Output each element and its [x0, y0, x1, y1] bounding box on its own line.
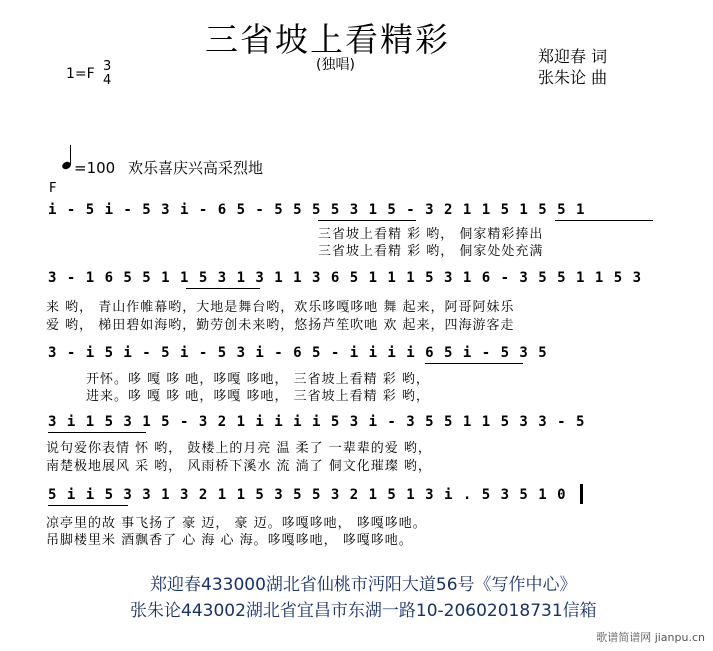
song-title: 三省坡上看精彩 [205, 20, 450, 59]
notation-line-4: 3 i 1 5 3 1 5 - 3 2 1 i i i i 5 3 i - 3 5 5 1 1 5 3 3 - 5 [48, 414, 586, 430]
lyric-line-5-verse-2: 吊脚楼里米 酒飘香了 心 海 心 海。哆嘎哆吔， 哆嘎哆吔。 [46, 533, 413, 548]
song-subtitle: (独唱) [316, 57, 355, 73]
beam-line [425, 363, 523, 364]
lyric-line-3-verse-1: 开怀。哆 嘎 哆 吔，哆嘎 哆吔， 三省坡上看精 彩 哟， [86, 372, 430, 387]
time-signature [103, 60, 111, 88]
lyric-line-1-verse-1: 三省坡上看精 彩 哟， 侗家精彩捧出 [318, 227, 544, 242]
tempo-expression: 欢乐喜庆兴高采烈地 [127, 159, 263, 177]
time-signature-bottom: 4 [103, 73, 112, 88]
key-signature: 1=F [66, 66, 95, 82]
lyric-line-4-verse-2: 南楚极地展风 采 哟， 风雨桥下溪水 流 淌了 侗文化璀璨 哟， [46, 459, 432, 474]
lyricist-credit: 郑迎春 词 [538, 47, 608, 66]
time-signature-top: 3 [103, 59, 112, 74]
notation-line-5: 5 i i 5 3 3 1 3 2 1 1 5 3 5 5 3 2 1 5 1 3 i . 5 3 5 1 0 [48, 487, 567, 503]
footer-lyricist-address: 郑迎春433000湖北省仙桃市沔阳大道56号《写作中心》 [150, 575, 577, 595]
beam-line [48, 505, 128, 506]
beam-line [48, 432, 146, 433]
chord-symbol: F [49, 181, 57, 196]
lyric-line-5-verse-1: 凉亭里的故 事飞扬了 豪 迈， 豪 迈。哆嘎哆吔， 哆嘎哆吔。 [46, 516, 427, 531]
notation-line-2: 3 - 1 6 5 5 1 1 5 3 1 3 1 1 3 6 5 1 1 1 5 3 1 6 - 3 5 5 1 1 5 3 [48, 270, 643, 286]
tempo-marking [74, 157, 263, 178]
final-barline [580, 484, 583, 504]
lyric-line-1-verse-2: 三省坡上看精 彩 哟， 侗家处处充满 [318, 244, 544, 259]
lyric-line-2-verse-1: 来 哟， 青山作帷幕哟，大地是舞台哟，欢乐哆嘎哆吔 舞 起来，阿哥阿妹乐 [46, 300, 515, 315]
lyric-line-3-verse-2: 进来。哆 嘎 哆 吔，哆嘎 哆吔， 三省坡上看精 彩 哟， [86, 389, 430, 404]
watermark: 歌谱简谱网 jianpu.cn [596, 631, 705, 644]
notation-line-1: i - 5 i - 5 3 i - 6 5 - 5 5 5 5 3 1 5 - 3 2 1 1 5 1 5 5 1 [48, 202, 586, 218]
footer-composer-address: 张朱论443002湖北省宜昌市东湖一路10-20602018731信箱 [130, 601, 597, 621]
composer-credit: 张朱论 曲 [538, 68, 608, 87]
beam-line [318, 220, 416, 221]
tempo-bpm: =100 [74, 159, 116, 177]
quarter-note-stem [70, 145, 71, 165]
beam-line [186, 288, 260, 289]
notation-line-3: 3 - i 5 i - 5 i - 5 3 i - 6 5 - i i i i 6 5 i - 5 3 5 [48, 345, 548, 361]
beam-line [555, 220, 653, 221]
lyric-line-2-verse-2: 爱 哟， 梯田碧如海哟，勤劳创未来哟，悠扬芦笙吹吔 欢 起来，四海游客走 [46, 318, 515, 333]
lyric-line-4-verse-1: 说句爱你表情 怀 哟， 鼓楼上的月亮 温 柔了 一辈辈的爱 哟， [46, 441, 432, 456]
